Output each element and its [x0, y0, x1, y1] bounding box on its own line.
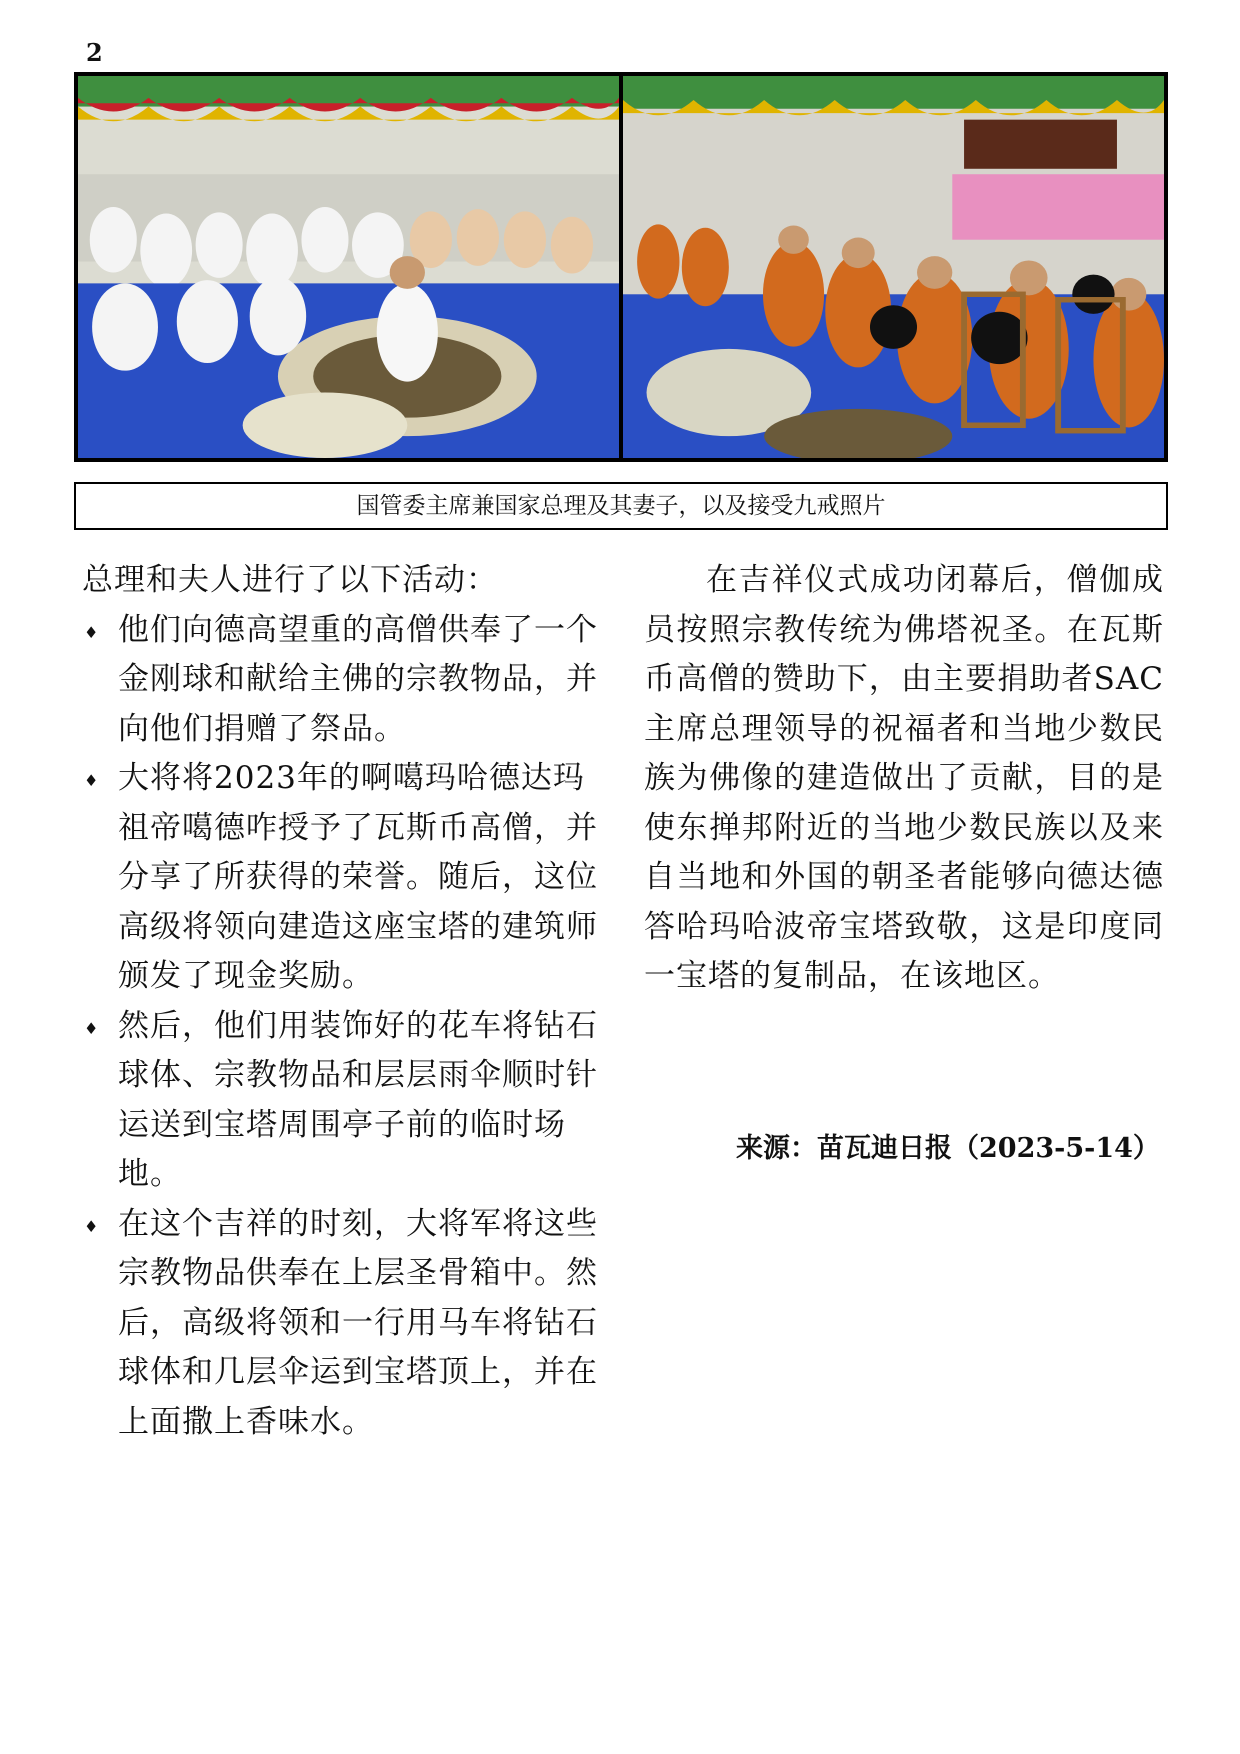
- list-item: ♦ 在这个吉祥的时刻，大将军将这些宗教物品供奉在上层圣骨箱中。然后，高级将领和一行用马车将钻石球体和几层伞运到宝塔顶上，并在上面撒上香味水。: [82, 1200, 604, 1448]
- list-item: ♦ 他们向德高望重的高僧供奉了一个金刚球和献给主佛的宗教物品，并向他们捐赠了祭品。: [82, 606, 604, 755]
- people-kneeling-photo-icon: [78, 76, 619, 458]
- closing-paragraph: 在吉祥仪式成功闭幕后，僧伽成员按照宗教传统为佛塔祝圣。在瓦斯币高僧的赞助下，由主要捐助者SAC主席总理领导的祝福者和当地少数民族为佛像的建造做出了贡献，目的是使东掸邦附近的当地少数民族以及来自当地和外国的朝圣者能够向德达德答哈玛哈波帝宝塔致敬，这是印度同一宝塔的复制品，在该地区。: [644, 562, 1164, 994]
- monks-seated-photo-icon: [623, 76, 1164, 458]
- photo-caption: 国管委主席兼国家总理及其妻子，以及接受九戒照片: [74, 482, 1168, 530]
- activities-list: [82, 606, 604, 1448]
- list-item: ♦ 然后，他们用装饰好的花车将钻石球体、宗教物品和层层雨伞顺时针运送到宝塔周围亭子前的临时场地。: [82, 1002, 604, 1200]
- activities-intro: 总理和夫人进行了以下活动：: [82, 562, 498, 598]
- ceremony-photo-left: [78, 76, 619, 458]
- page-number: 2: [86, 38, 103, 67]
- photo-frame: [74, 72, 1168, 462]
- source-credit: 来源：苗瓦迪日报（2023-5-14）: [736, 1133, 1160, 1164]
- left-column: [82, 556, 604, 1447]
- right-column: [644, 556, 1164, 1002]
- ceremony-photo-right: [623, 76, 1164, 458]
- list-item: ♦ 大将将2023年的啊噶玛哈德达玛祖帝噶德咋授予了瓦斯币高僧，并分享了所获得的荣誉。随后，这位高级将领向建造这座宝塔的建筑师颁发了现金奖励。: [82, 754, 604, 1002]
